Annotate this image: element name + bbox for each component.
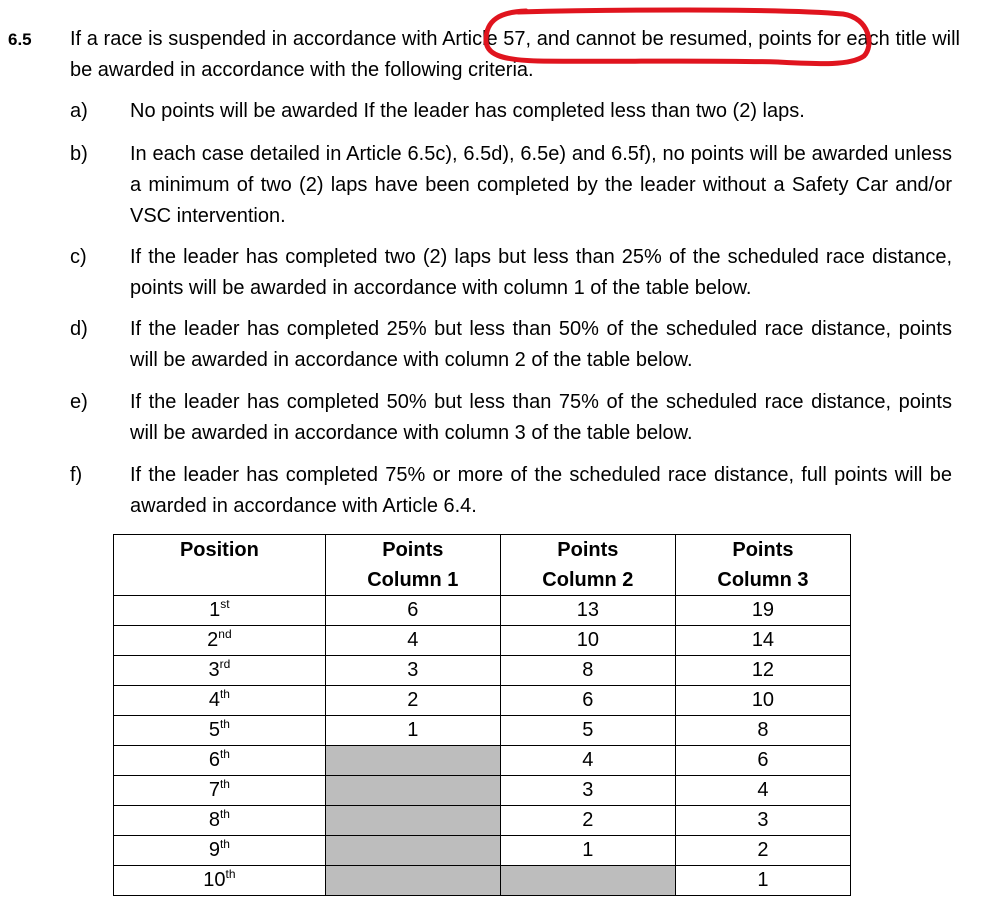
position-number: 1 <box>209 599 221 621</box>
points-column-3-cell: 4 <box>675 776 850 806</box>
points-column-2-cell: 4 <box>500 746 675 776</box>
table-row <box>114 626 851 656</box>
position-cell <box>114 716 326 746</box>
item-text: No points will be awarded If the leader has completed less than two (2) laps. <box>130 100 805 122</box>
points-column-1-cell: 4 <box>325 626 500 656</box>
points-column-1-cell <box>325 806 500 836</box>
position-suffix: nd <box>218 627 232 641</box>
points-column-2-cell: 1 <box>500 836 675 866</box>
position-suffix: th <box>219 807 230 821</box>
list-item-e <box>70 387 960 449</box>
points-column-1-cell: 3 <box>325 656 500 686</box>
position-cell <box>114 866 326 896</box>
position-number: 6 <box>208 749 220 771</box>
position-cell <box>114 686 326 716</box>
points-column-3-cell: 19 <box>675 596 850 626</box>
points-column-3-cell: 14 <box>675 626 850 656</box>
item-letter: a) <box>70 100 88 122</box>
points-column-2-cell <box>500 866 675 896</box>
position-cell <box>114 776 326 806</box>
position-cell <box>114 746 326 776</box>
position-number: 2 <box>207 629 219 651</box>
item-text: If the leader has completed 75% or more of the scheduled race distance, full points will be awarded in accordance with Article 6.4. <box>130 464 952 517</box>
item-letter: e) <box>70 391 88 413</box>
points-column-1-cell <box>325 746 500 776</box>
table-row <box>114 806 851 836</box>
position-cell <box>114 596 326 626</box>
clause-intro: If a race is suspended in accordance with Article 57, and cannot be resumed, points for each title will be awarded in accordance with the following criteria. <box>70 28 960 81</box>
position-number: 5 <box>208 719 220 741</box>
list-item-b <box>70 139 960 232</box>
table-row <box>114 836 851 866</box>
position-number: 3 <box>208 659 220 681</box>
item-letter: d) <box>70 318 88 340</box>
item-letter: b) <box>70 143 88 165</box>
header-position: Position <box>114 535 326 596</box>
points-column-2-cell: 6 <box>500 686 675 716</box>
position-suffix: th <box>225 867 236 881</box>
points-column-2-cell: 5 <box>500 716 675 746</box>
table-row <box>114 596 851 626</box>
points-column-3-cell: 1 <box>675 866 850 896</box>
points-column-3-cell: 8 <box>675 716 850 746</box>
points-column-3-cell: 2 <box>675 836 850 866</box>
table-row <box>114 746 851 776</box>
points-column-1-cell: 2 <box>325 686 500 716</box>
points-column-1-cell <box>325 836 500 866</box>
points-column-1-cell: 6 <box>325 596 500 626</box>
header-column-3 <box>675 535 850 596</box>
item-text: If the leader has completed two (2) laps but less than 25% of the scheduled race distance, points will be awarded in accordance with column 1 of the table below. <box>130 246 952 299</box>
header-column-1 <box>325 535 500 596</box>
position-cell <box>114 806 326 836</box>
table-row <box>114 776 851 806</box>
header-column-3-bottom: Column 3 <box>717 569 809 591</box>
header-column-1-bottom: Column 1 <box>367 569 459 591</box>
points-column-3-cell: 6 <box>675 746 850 776</box>
header-column-2-top: Points <box>557 539 619 561</box>
item-text: If the leader has completed 25% but less than 50% of the scheduled race distance, points will be awarded in accordance with column 2 of the table below. <box>130 318 952 371</box>
table-row <box>114 866 851 896</box>
list-item-f <box>70 460 960 522</box>
position-suffix: st <box>220 597 230 611</box>
points-column-2-cell: 3 <box>500 776 675 806</box>
header-column-2 <box>500 535 675 596</box>
header-column-1-top: Points <box>382 539 444 561</box>
position-cell <box>114 656 326 686</box>
position-cell <box>114 836 326 866</box>
position-suffix: th <box>219 747 230 761</box>
points-column-2-cell: 2 <box>500 806 675 836</box>
position-number: 4 <box>208 689 220 711</box>
table-row <box>114 656 851 686</box>
points-column-3-cell: 12 <box>675 656 850 686</box>
position-suffix: th <box>219 717 230 731</box>
position-suffix: rd <box>219 657 231 671</box>
points-column-2-cell: 8 <box>500 656 675 686</box>
points-column-2-cell: 10 <box>500 626 675 656</box>
list-item-d <box>70 314 960 376</box>
list-item-a <box>70 96 960 127</box>
position-number: 9 <box>208 839 220 861</box>
position-cell <box>114 626 326 656</box>
table-row <box>114 716 851 746</box>
header-column-3-top: Points <box>732 539 794 561</box>
header-column-2-bottom: Column 2 <box>542 569 634 591</box>
table-row <box>114 686 851 716</box>
clause-number: 6.5 <box>8 30 32 49</box>
points-column-3-cell: 3 <box>675 806 850 836</box>
item-text: If the leader has completed 50% but less than 75% of the scheduled race distance, points will be awarded in accordance with column 3 of the table below. <box>130 391 952 444</box>
position-suffix: th <box>219 837 230 851</box>
table-header-row <box>114 535 851 596</box>
item-text: In each case detailed in Article 6.5c), 6.5d), 6.5e) and 6.5f), no points will be awarded unless a minimum of two (2) laps have been completed by the leader without a Safety Car and/or VSC intervention. <box>130 143 952 227</box>
points-column-2-cell: 13 <box>500 596 675 626</box>
points-column-1-cell <box>325 866 500 896</box>
position-number: 8 <box>208 809 220 831</box>
points-column-1-cell <box>325 776 500 806</box>
item-letter: f) <box>70 464 83 486</box>
points-column-1-cell: 1 <box>325 716 500 746</box>
position-number: 10 <box>203 869 226 891</box>
item-letter: c) <box>70 246 87 268</box>
list-item-c <box>70 242 960 304</box>
position-suffix: th <box>219 687 230 701</box>
points-column-3-cell: 10 <box>675 686 850 716</box>
position-number: 7 <box>208 779 220 801</box>
points-table <box>113 534 851 896</box>
position-suffix: th <box>219 777 230 791</box>
